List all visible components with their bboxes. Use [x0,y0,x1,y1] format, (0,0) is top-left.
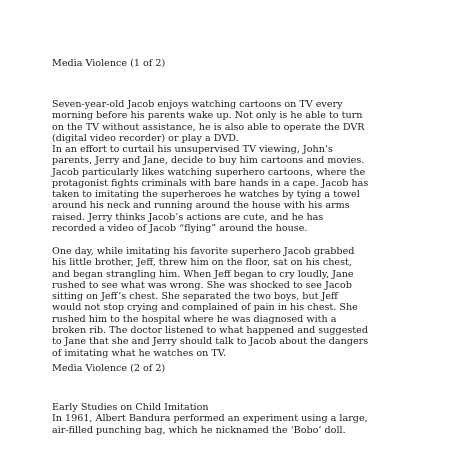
text-line: In an effort to curtail his unsupervised TV viewing, John’s [52,144,333,155]
text-line: (digital video recorder) or play a DVD. [52,132,239,144]
paragraph-jacob-intro [52,99,432,144]
paragraph-superhero-cartoons [52,144,432,234]
text-line: air-filled punching bag, which he nicknamed the ‘Bobo’ doll. [52,424,346,436]
text-line: would not stop crying and complained of pain in his chest. She [52,302,358,314]
text-line: and began strangling him. When Jeff began to cry loudly, Jane [52,268,354,280]
text-line: protagonist fights criminals with bare hands in a cape. Jacob has [52,177,369,189]
text-line: In 1961, Albert Bandura performed an experiment using a large, [52,413,368,425]
text-line: of imitating what he watches on TV. [52,347,227,359]
text-line: parents, Jerry and Jane, decide to buy him cartoons and movies. [52,155,365,167]
text-line: to Jane that she and Jerry should talk to Jacob about the dangers [52,336,369,348]
text-line: rushed him to the hospital where he was diagnosed with a [52,313,337,325]
text-line: One day, while imitating his favorite superhero Jacob grabbed [52,246,355,257]
text-line: on the TV without assistance, he is also able to operate the DVR [52,121,365,133]
text-line: raised. Jerry thinks Jacob’s actions are cute, and he has [52,211,324,223]
text-line: recorded a video of Jacob “flying” around the house. [52,223,308,235]
text-line: rushed to see what was wrong. She was shocked to see Jacob [52,279,352,291]
heading-media-violence-1: Media Violence (1 of 2) [52,58,166,69]
paragraph-incident [52,246,432,359]
text-line: taken to imitating the superheroes he watches by tying a towel [52,189,360,201]
paragraph-early-studies [52,402,432,436]
text-line: around his neck and running around the house with his arms [52,200,350,212]
text-line: broken rib. The doctor listened to what happened and suggested [52,325,368,337]
section-subtitle: Early Studies on Child Imitation [52,402,209,413]
text-line: his little brother, Jeff, threw him on the floor, sat on his chest, [52,257,352,269]
heading-media-violence-2: Media Violence (2 of 2) [52,363,166,374]
text-line: Jacob particularly likes watching superhero cartoons, where the [52,166,366,178]
text-line: Seven-year-old Jacob enjoys watching cartoons on TV every [52,99,343,110]
text-line: sitting on Jeff’s chest. She separated the two boys, but Jeff [52,291,338,303]
text-line: morning before his parents wake up. Not only is he able to turn [52,110,363,122]
